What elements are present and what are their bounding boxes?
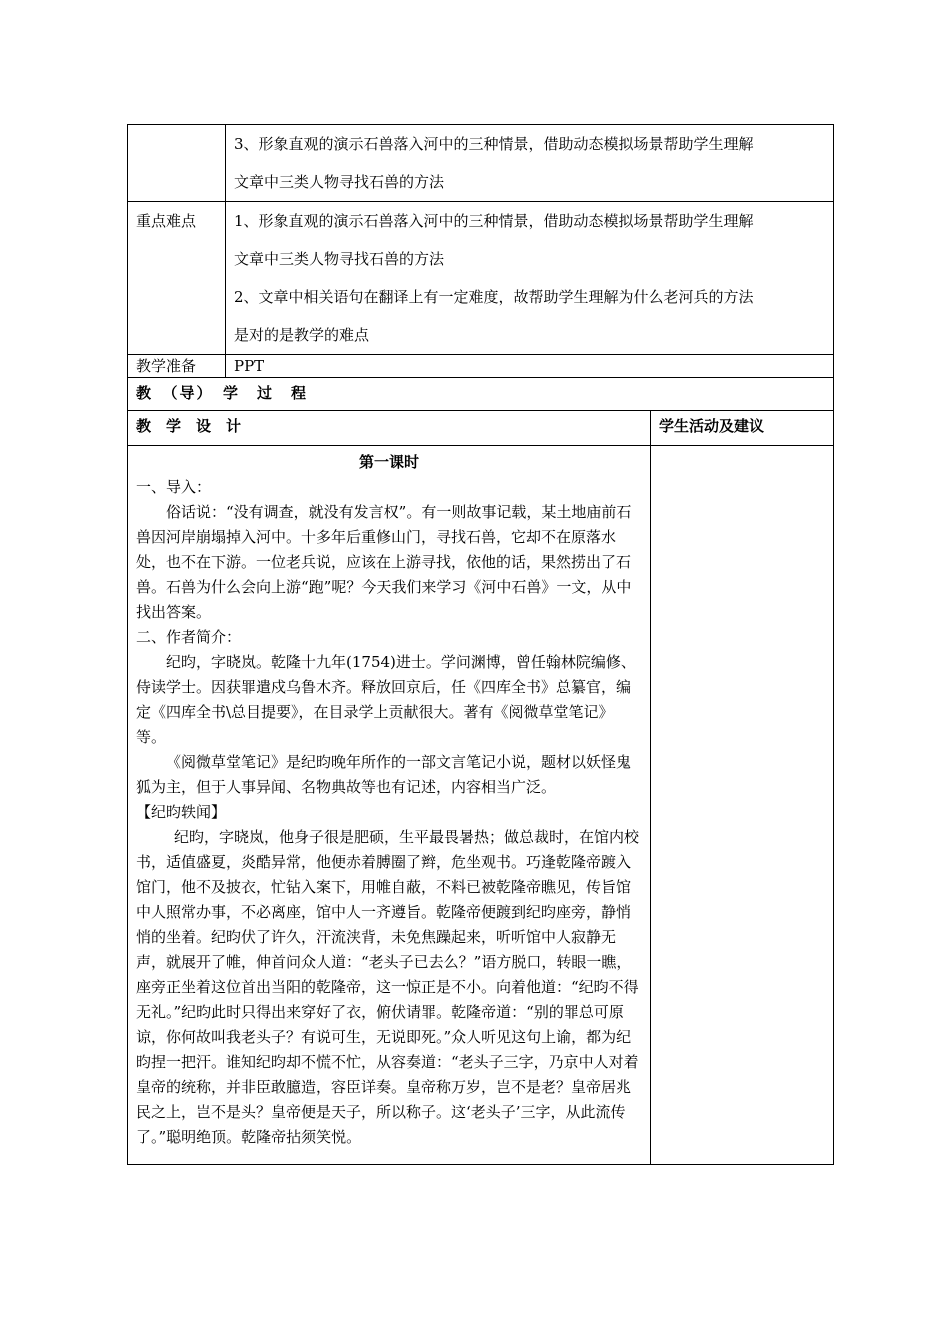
column-header-row: [128, 411, 834, 446]
anecdote-paragraph: 纪昀，字晓岚，他身子很是肥硕，生平最畏暑热；做总裁时，在馆内校书，适值盛夏，炎酷异常，他便赤着膊圈了辫，危坐观书。巧逢乾隆帝踱入馆门，他不及披衣，忙钻入案下，用帷自蔽，不料已被乾隆帝瞧见，传旨馆中人照常办事，不必离座，馆中人一齐遵旨。乾隆帝便踱到纪昀座旁，静悄悄的坐着。纪昀伏了许久，汗流浃背，未免焦躁起来，听听馆中人寂静无声，就展开了帷，伸首问众人道：“老头子已去么？”语方脱口，转眼一瞧，座旁正坐着这位首出当阳的乾隆帝，这一惊正是不小。向着他道：“纪昀不得无礼。”纪昀此时只得出来穿好了衣，俯伏请罪。乾隆帝道：“别的罪总可原谅，你何故叫我老头子？有说可生，无说即死。”众人听见这句上谕，都为纪昀捏一把汗。谁知纪昀却不慌不忙，从容奏道：“老头子三字，乃京中人对着皇帝的统称，并非臣敢臆造，容臣详奏。皇帝称万岁，岂不是老？皇帝居兆民之上，岂不是头？皇帝便是天子，所以称子。这‘老头子’三字，从此流传了。”聪明绝顶。乾隆帝拈须笑悦。: [136, 828, 640, 1146]
keypoints-row: [128, 202, 834, 355]
keypoints-line: 文章中三类人物寻找石兽的方法: [234, 250, 445, 268]
objective-row: [128, 125, 834, 202]
anecdote-heading: 【纪昀轶闻】: [136, 803, 227, 821]
process-header-row: [128, 378, 834, 411]
design-column-header: 教 学 设 计: [128, 411, 651, 446]
design-content-cell: [128, 446, 651, 1165]
prep-value: PPT: [226, 355, 834, 378]
prep-row: [128, 355, 834, 378]
lesson-content-row: [128, 446, 834, 1165]
prep-label: 教学准备: [128, 355, 226, 378]
intro-heading: 一、导入：: [136, 478, 212, 496]
author-paragraph-2: 《阅微草堂笔记》是纪昀晚年所作的一部文言笔记小说，题材以妖怪鬼狐为主，但于人事异闻、名物典故等也有记述，内容相当广泛。: [136, 753, 632, 796]
lesson-plan-page: [127, 124, 833, 1165]
objective-label-cell: [128, 125, 226, 202]
keypoints-cell: [226, 202, 834, 355]
lesson-title: 第一课时: [358, 453, 419, 471]
student-column-header: 学生活动及建议: [651, 411, 834, 446]
intro-paragraph: 俗话说：“没有调查，就没有发言权”。有一则故事记载，某土地庙前石兽因河岸崩塌掉入河中。十多年后重修山门，寻找石兽，它却不在原落水处，也不在下游。一位老兵说，应该在上游寻找，依他的话，果然捞出了石兽。石兽为什么会向上游“跑”呢？今天我们来学习《河中石兽》一文，从中找出答案。: [136, 503, 632, 621]
objective-line: 文章中三类人物寻找石兽的方法: [234, 173, 445, 191]
student-activity-cell: [651, 446, 834, 1165]
author-heading: 二、作者简介：: [136, 628, 242, 646]
objective-cell: [226, 125, 834, 202]
lesson-plan-table: [127, 124, 834, 1165]
process-header: 教 （导） 学 过 程: [128, 378, 834, 411]
author-paragraph-1: 纪昀，字晓岚。乾隆十九年(1754)进士。学问渊博，曾任翰林院编修、侍读学士。因获罪遣戍乌鲁木齐。释放回京后，任《四库全书》总纂官，编定《四库全书\总目提要》，在目录学上贡献很大。著有《阅微草堂笔记》等。: [136, 653, 636, 746]
keypoints-label: 重点难点: [128, 202, 226, 355]
keypoints-line: 是对的是教学的难点: [234, 326, 370, 344]
objective-line: 3、形象直观的演示石兽落入河中的三种情景，借助动态模拟场景帮助学生理解: [234, 135, 754, 153]
keypoints-line: 2、文章中相关语句在翻译上有一定难度，故帮助学生理解为什么老河兵的方法: [234, 288, 754, 306]
keypoints-line: 1、形象直观的演示石兽落入河中的三种情景，借助动态模拟场景帮助学生理解: [234, 212, 754, 230]
